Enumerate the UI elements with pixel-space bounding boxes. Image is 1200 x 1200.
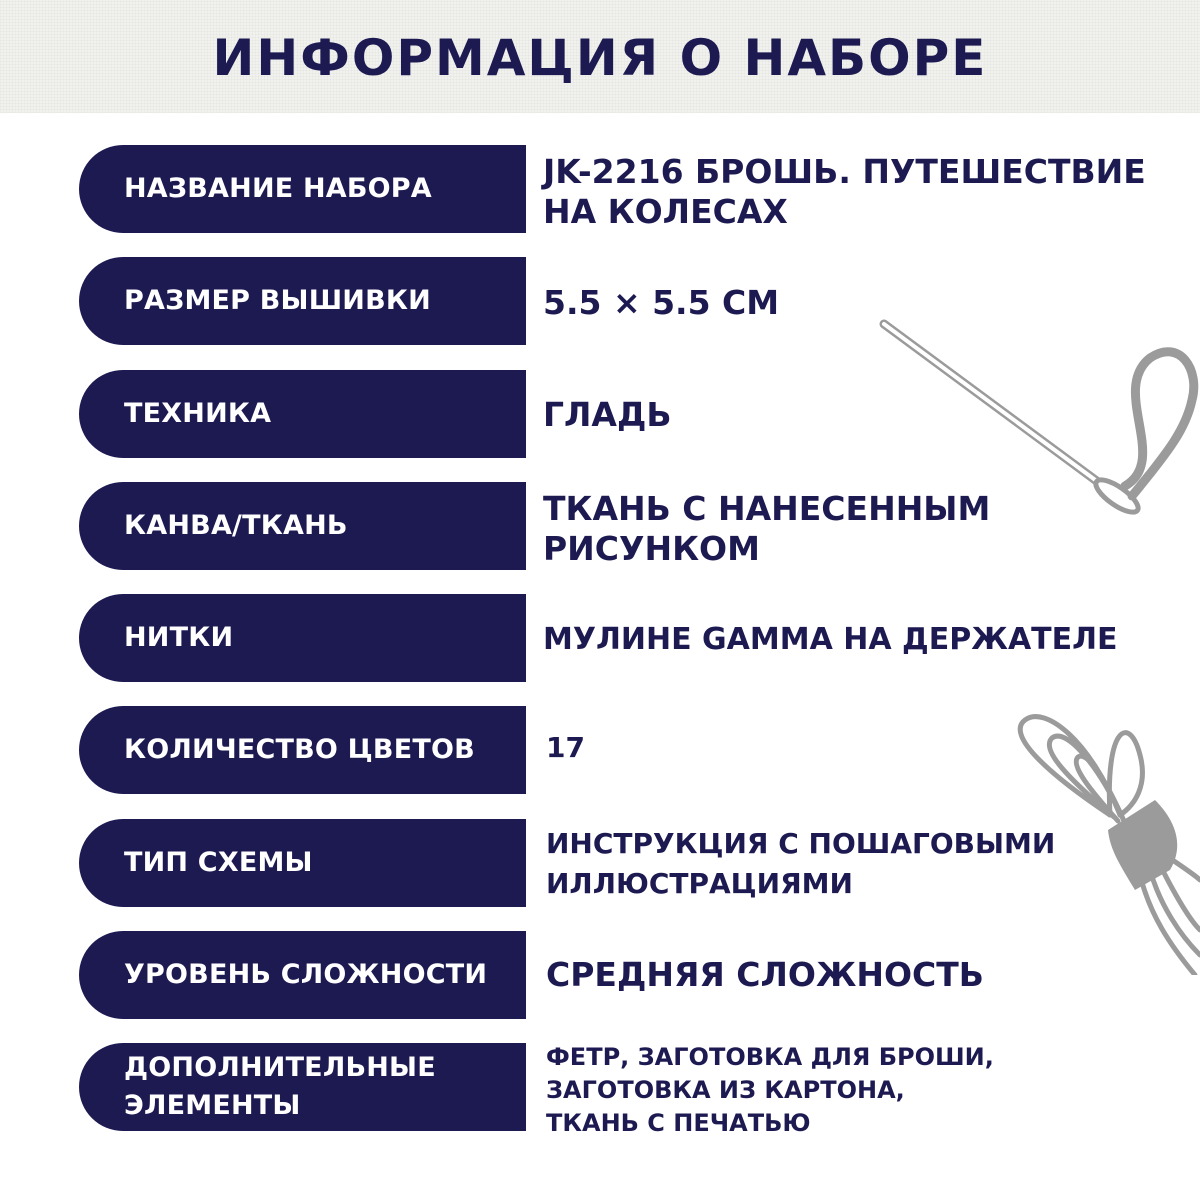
label-additional-elements: [79, 1043, 526, 1131]
page-title: ИНФОРМАЦИЯ О НАБОРЕ: [212, 29, 988, 87]
value-line: ЗАГОТОВКА ИЗ КАРТОНА,: [546, 1076, 905, 1104]
label-text: НИТКИ: [124, 622, 234, 653]
label-color-count: [79, 706, 526, 794]
value-scheme-type: [546, 824, 1055, 904]
label-text: [124, 1049, 436, 1125]
value-line: ФЕТР, ЗАГОТОВКА ДЛЯ БРОШИ,: [546, 1043, 994, 1071]
label-canvas: [79, 482, 526, 570]
label-difficulty: [79, 931, 526, 1019]
label-threads: [79, 594, 526, 682]
label-text: КОЛИЧЕСТВО ЦВЕТОВ: [124, 734, 475, 765]
value-kit-name: [543, 152, 1146, 232]
value-embroidery-size: [543, 283, 779, 323]
value-line: 17: [546, 731, 585, 764]
label-text: ТИП СХЕМЫ: [124, 847, 313, 878]
value-line: ТКАНЬ С НАНЕСЕННЫМ: [543, 489, 991, 528]
value-line: НА КОЛЕСАХ: [543, 192, 788, 231]
label-technique: [79, 370, 526, 458]
value-additional-elements: [546, 1041, 994, 1140]
value-line: JK-2216 БРОШЬ. ПУТЕШЕСТВИЕ: [543, 152, 1146, 191]
value-line: ГЛАДЬ: [543, 395, 672, 434]
label-text: НАЗВАНИЕ НАБОРА: [124, 173, 432, 204]
label-line: ДОПОЛНИТЕЛЬНЫЕ: [124, 1052, 436, 1083]
label-line: ЭЛЕМЕНТЫ: [124, 1090, 301, 1121]
value-technique: [543, 395, 672, 435]
label-text: КАНВА/ТКАНЬ: [124, 510, 348, 541]
value-line: МУЛИНЕ GAMMA НА ДЕРЖАТЕЛЕ: [543, 622, 1118, 657]
value-threads: [543, 620, 1118, 660]
value-canvas: [543, 489, 990, 569]
value-line: ТКАНЬ С ПЕЧАТЬЮ: [546, 1109, 811, 1137]
label-scheme-type: [79, 819, 526, 907]
label-text: РАЗМЕР ВЫШИВКИ: [124, 285, 431, 316]
label-embroidery-size: [79, 257, 526, 345]
value-line: ИНСТРУКЦИЯ С ПОШАГОВЫМИ: [546, 827, 1056, 860]
value-line: СРЕДНЯЯ СЛОЖНОСТЬ: [546, 955, 984, 994]
value-line: РИСУНКОМ: [543, 529, 760, 568]
label-kit-name: [79, 145, 526, 233]
value-line: ИЛЛЮСТРАЦИЯМИ: [546, 867, 853, 900]
value-difficulty: [546, 955, 984, 995]
value-color-count: [546, 728, 585, 768]
label-text: УРОВЕНЬ СЛОЖНОСТИ: [124, 959, 488, 990]
value-line: 5.5 × 5.5 СМ: [543, 283, 780, 322]
label-text: ТЕХНИКА: [124, 398, 272, 429]
